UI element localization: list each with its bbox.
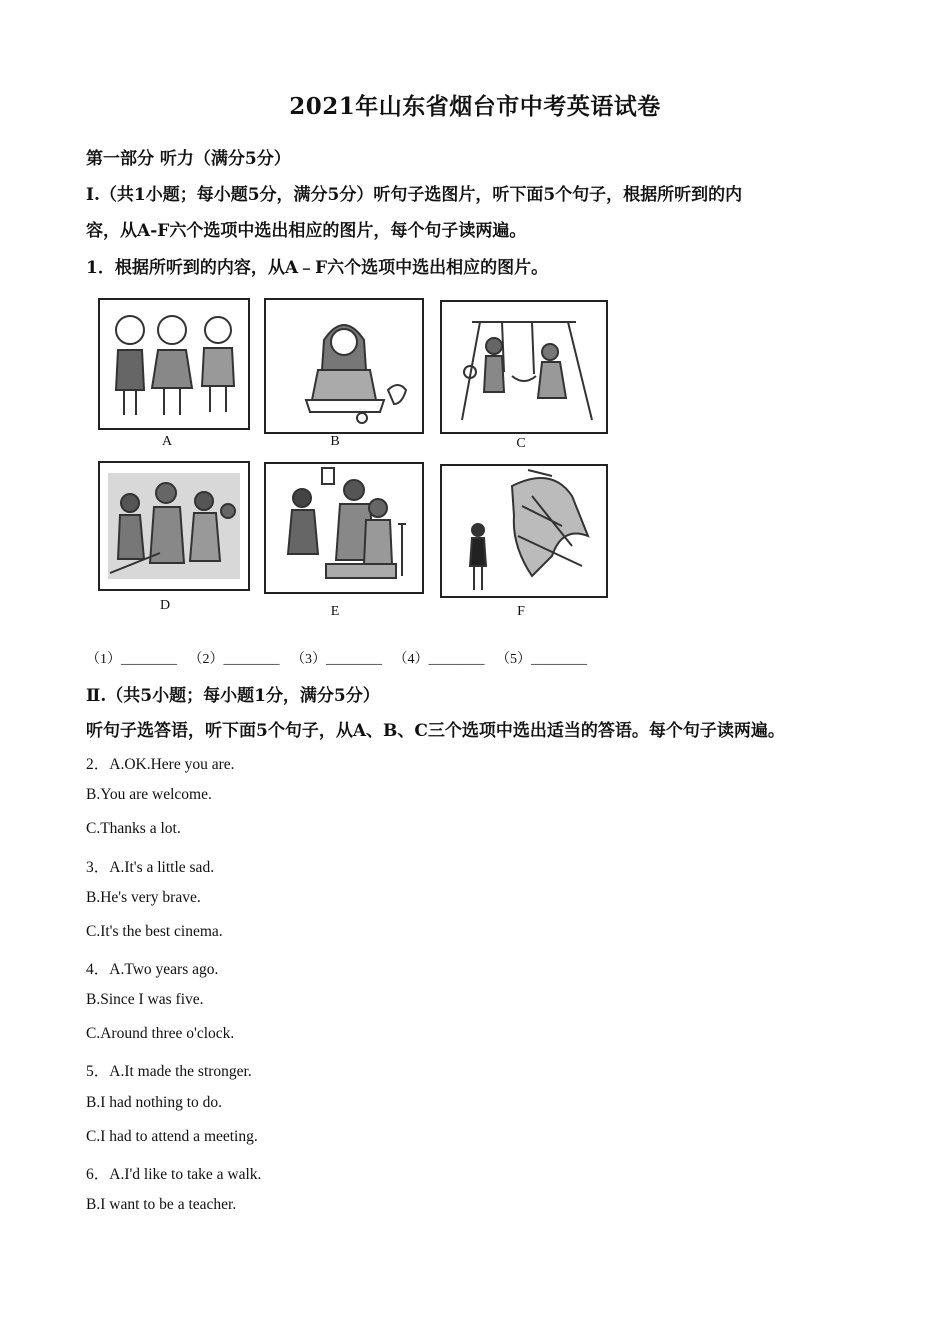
section2-heading: Ⅱ.（共5小题；每小题1分，满分5分） — [86, 686, 380, 706]
option-line: 4．A.Two years ago. — [86, 961, 219, 978]
man-watching-icon — [442, 466, 606, 596]
picture-f — [440, 464, 608, 598]
option-line: C.It's the best cinema. — [86, 923, 223, 940]
option-line: C.Around three o'clock. — [86, 1025, 235, 1042]
answer-blank-3[interactable]: （3）________ — [291, 652, 382, 667]
section1-instruction-line2: 容，从A-F六个选项中选出相应的图片，每个句子读两遍。 — [86, 221, 527, 241]
picture-e-label: E — [330, 604, 340, 619]
part-heading: 第一部分 听力（满分5分） — [86, 149, 291, 169]
picture-c — [440, 300, 608, 434]
picture-a-label: A — [161, 434, 173, 449]
option-line: 6．A.I'd like to take a walk. — [86, 1166, 262, 1183]
answer-blanks — [86, 648, 595, 668]
three-children-icon — [100, 300, 248, 428]
people-crowd-icon — [100, 463, 248, 589]
answer-blank-2[interactable]: （2）________ — [188, 652, 280, 667]
question-1: 1．根据所听到的内容，从A﹣F六个选项中选出相应的图片。 — [86, 258, 549, 278]
page-title: 2021年山东省烟台市中考英语试卷 — [289, 93, 661, 120]
answer-blank-1[interactable]: （1）________ — [86, 652, 177, 667]
picture-d-label: D — [159, 598, 171, 613]
option-line: 5．A.It made the stronger. — [86, 1063, 252, 1080]
answer-blank-5[interactable]: （5）________ — [496, 652, 587, 667]
option-line: C.I had to attend a meeting. — [86, 1128, 258, 1145]
answer-blank-4[interactable]: （4）________ — [393, 652, 485, 667]
family-sofa-icon — [266, 464, 422, 592]
playground-swing-icon — [442, 302, 606, 432]
option-line: 2．A.OK.Here you are. — [86, 756, 235, 773]
option-line: B.I had nothing to do. — [86, 1094, 223, 1111]
picture-a — [98, 298, 250, 430]
option-line: 3．A.It's a little sad. — [86, 859, 215, 876]
picture-f-label: F — [517, 604, 525, 619]
picture-e — [264, 462, 424, 594]
option-line: B.He's very brave. — [86, 889, 201, 906]
option-line: B.You are welcome. — [86, 786, 212, 803]
section2-instruction: 听句子选答语，听下面5个句子，从A、B、C三个选项中选出适当的答语。每个句子读两遍。 — [86, 721, 785, 741]
section1-instruction-line1: Ⅰ.（共1小题；每小题5分，满分5分）听句子选图片，听下面5个句子，根据所听到的内 — [86, 185, 743, 205]
girl-pottery-icon — [266, 300, 422, 432]
picture-b-label: B — [330, 434, 340, 449]
picture-c-label: C — [516, 436, 526, 451]
picture-b — [264, 298, 424, 434]
option-line: B.Since I was five. — [86, 991, 204, 1008]
option-line: B.I want to be a teacher. — [86, 1196, 237, 1213]
option-line: C.Thanks a lot. — [86, 820, 181, 837]
picture-d — [98, 461, 250, 591]
